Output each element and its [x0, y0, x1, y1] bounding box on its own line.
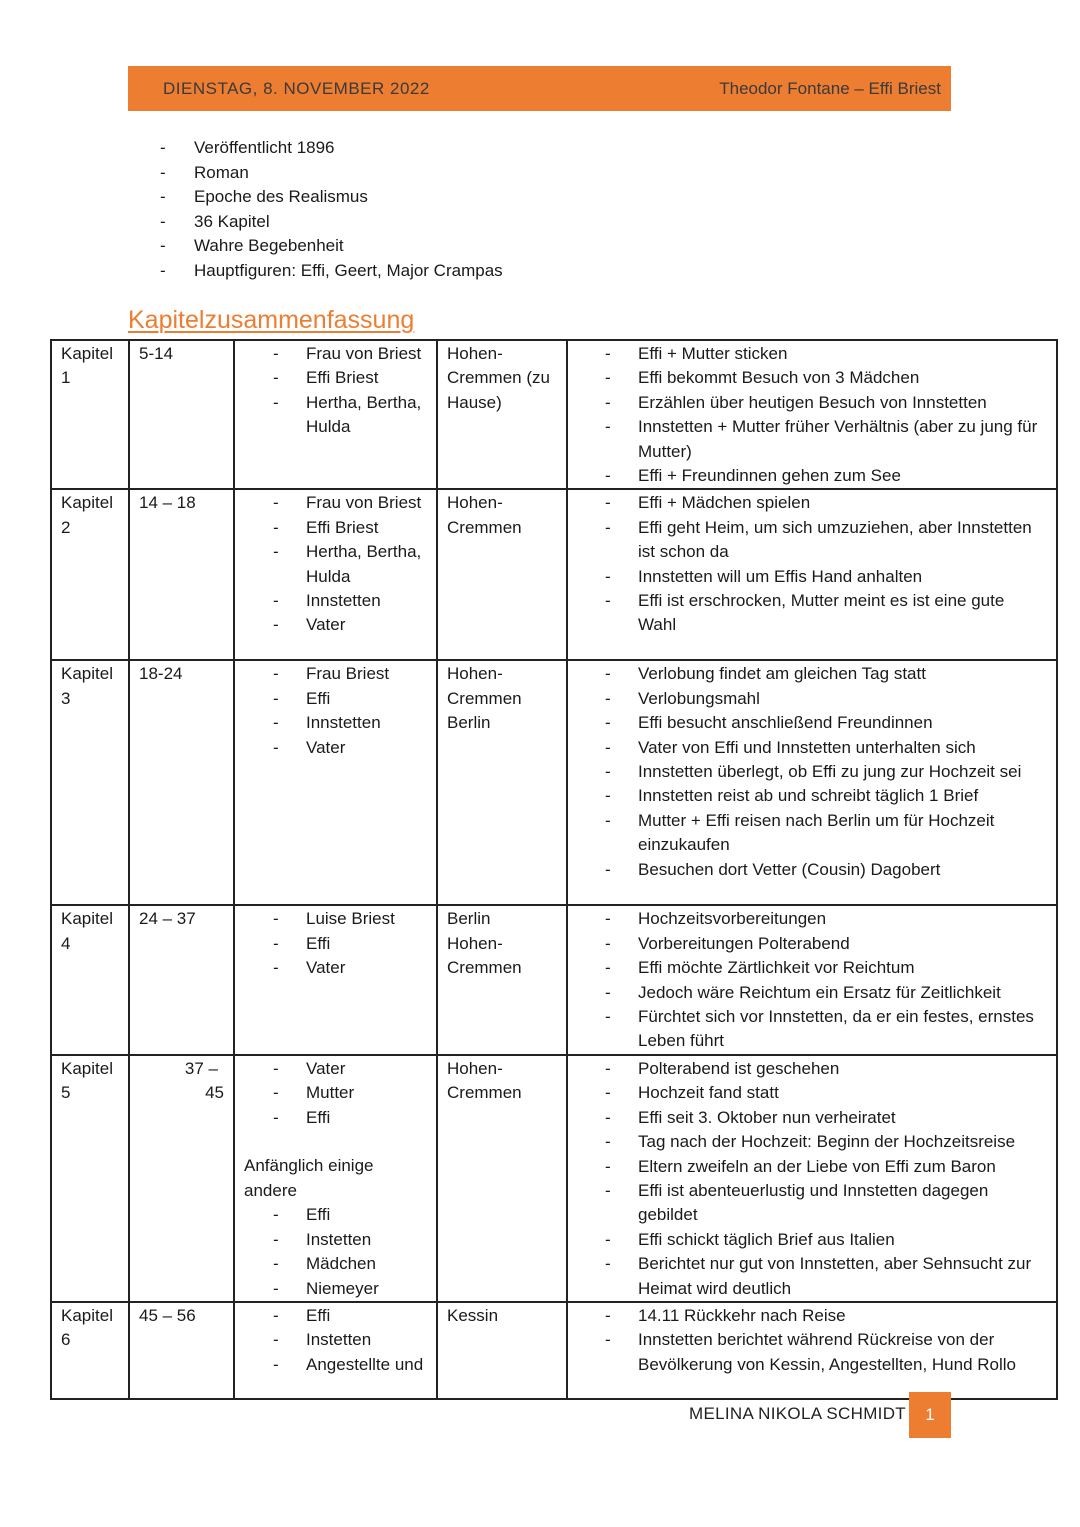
bullet-dash: - — [273, 1107, 279, 1127]
chapter-cell — [51, 1302, 129, 1399]
character-extra-text: Mädchen — [306, 1254, 376, 1274]
event-text: Hochzeit fand statt — [638, 1083, 779, 1103]
character-text: Angestellte und — [306, 1354, 424, 1374]
fact-item — [160, 210, 503, 235]
event-text: Innstetten + Mutter früher Verhältnis (aber zu jung für Mutter) — [638, 417, 1038, 461]
event-text: Berichtet nur gut von Innstetten, aber Sehnsucht zur Heimat wird deutlich — [638, 1254, 1032, 1298]
character-text: Effi — [306, 1305, 331, 1325]
character-text: Hertha, Bertha, Hulda — [306, 392, 422, 437]
bullet-dash: - — [273, 1229, 279, 1249]
pages-range: 5-14 — [139, 344, 174, 363]
bullet-dash: - — [273, 591, 279, 611]
event-item — [605, 1328, 1047, 1377]
footer-author: MELINA NIKOLA SCHMIDT — [689, 1404, 906, 1423]
bullet-dash: - — [273, 1354, 279, 1374]
pages-cell — [129, 340, 234, 489]
character-item — [273, 662, 427, 686]
event-item — [605, 956, 1047, 980]
character-text: Frau von Briest — [306, 493, 422, 513]
header-title: Theodor Fontane – Effi Briest — [719, 78, 941, 98]
event-item — [605, 858, 1047, 882]
bullet-dash: - — [273, 713, 279, 733]
bullet-dash: - — [273, 909, 279, 929]
event-item — [605, 1081, 1047, 1105]
chapter-row — [51, 1302, 1057, 1399]
bullet-dash: - — [273, 1058, 279, 1078]
characters-cell — [234, 660, 437, 905]
bullet-dash: - — [273, 493, 279, 513]
place-cell — [437, 905, 567, 1054]
bullet-dash: - — [273, 1254, 279, 1274]
character-item — [273, 932, 427, 956]
chapter-cell — [51, 340, 129, 489]
bullet-dash: - — [605, 466, 611, 486]
place-cell — [437, 1302, 567, 1399]
event-text: Verlobungsmahl — [638, 688, 760, 708]
fact-text: Hauptfiguren: Effi, Geert, Major Crampas — [194, 260, 503, 280]
character-item — [273, 956, 427, 980]
characters-cell — [234, 1302, 437, 1399]
chapter-label: Kapitel — [61, 344, 113, 363]
event-item — [605, 1252, 1047, 1301]
event-item — [605, 491, 1047, 515]
chapter-label: 5 — [61, 1083, 71, 1103]
fact-item — [160, 161, 503, 186]
chapter-label: Kapitel — [61, 493, 113, 513]
section-title: Kapitelzusammenfassung — [128, 306, 415, 334]
character-text: Vater — [306, 1058, 346, 1078]
event-item — [605, 589, 1047, 638]
event-item — [605, 1179, 1047, 1228]
bullet-dash: - — [605, 1254, 611, 1274]
character-text: Innstetten — [306, 713, 381, 733]
pages-cell — [129, 1055, 234, 1302]
event-text: Innstetten überlegt, ob Effi zu jung zur Hochzeit sei — [638, 762, 1022, 782]
character-item — [273, 516, 427, 540]
bullet-dash: - — [273, 517, 279, 537]
character-extra-list — [273, 1203, 427, 1301]
event-item — [605, 516, 1047, 565]
place-text: Berlin — [447, 713, 491, 733]
chapter-row — [51, 1055, 1057, 1302]
character-text: Mutter — [306, 1083, 355, 1103]
bullet-dash: - — [273, 737, 279, 757]
event-list — [605, 1304, 1047, 1377]
character-item — [273, 1057, 427, 1081]
bullet-dash: - — [273, 958, 279, 978]
character-item — [273, 736, 427, 760]
place-text: Hohen-Cremmen — [447, 933, 522, 978]
event-item — [605, 1304, 1047, 1328]
bullet-dash: - — [605, 664, 611, 684]
bullet-dash: - — [160, 187, 166, 206]
event-text: Tag nach der Hochzeit: Beginn der Hochzeitsreise — [638, 1132, 1016, 1152]
character-text: Effi — [306, 688, 331, 708]
event-text: Eltern zweifeln an der Liebe von Effi zum Baron — [638, 1156, 996, 1176]
bullet-dash: - — [605, 762, 611, 782]
event-text: Effi schickt täglich Brief aus Italien — [638, 1229, 895, 1249]
event-item — [605, 391, 1047, 415]
character-item — [273, 1328, 427, 1352]
characters-extra-label: Anfänglich einige andere — [244, 1156, 374, 1200]
fact-text: Roman — [194, 162, 249, 182]
chapter-label: Kapitel — [61, 909, 113, 929]
chapter-cell — [51, 905, 129, 1054]
chapter-row — [51, 340, 1057, 489]
place-text: Hohen-Cremmen — [447, 493, 522, 537]
fact-text: Epoche des Realismus — [194, 187, 368, 206]
bullet-dash: - — [160, 138, 166, 157]
events-cell — [567, 905, 1057, 1054]
event-text: Effi geht Heim, um sich umzuziehen, aber Innstetten ist schon da — [638, 517, 1032, 562]
event-text: Effi + Mutter sticken — [638, 344, 788, 363]
character-list — [273, 907, 427, 980]
bullet-dash: - — [605, 1083, 611, 1103]
event-text: Jedoch wäre Reichtum ein Ersatz für Zeitlichkeit — [638, 982, 1001, 1002]
place-cell — [437, 660, 567, 905]
chapter-label: 2 — [61, 517, 71, 537]
character-extra-item — [273, 1252, 427, 1276]
character-item — [273, 491, 427, 515]
bullet-dash: - — [273, 1330, 279, 1350]
event-text: Innstetten will um Effis Hand anhalten — [638, 566, 923, 586]
event-text: Besuchen dort Vetter (Cousin) Dagobert — [638, 859, 941, 879]
place-text: Kessin — [447, 1305, 499, 1325]
bullet-dash: - — [160, 260, 166, 280]
event-item — [605, 687, 1047, 711]
pages-cell — [129, 489, 234, 660]
event-item — [605, 711, 1047, 735]
pages-range: 14 – 18 — [139, 493, 196, 513]
character-text: Innstetten — [306, 591, 381, 611]
character-text: Luise Briest — [306, 909, 395, 929]
fact-text: 36 Kapitel — [194, 211, 270, 231]
character-item — [273, 687, 427, 711]
bullet-dash: - — [605, 1156, 611, 1176]
bullet-dash: - — [273, 368, 279, 388]
event-text: Effi möchte Zärtlichkeit vor Reichtum — [638, 958, 915, 978]
event-text: Effi bekommt Besuch von 3 Mädchen — [638, 368, 920, 388]
chapter-cell — [51, 489, 129, 660]
event-item — [605, 1057, 1047, 1081]
character-text: Hertha, Bertha, Hulda — [306, 542, 422, 586]
character-text: Effi — [306, 1107, 331, 1127]
character-item — [273, 589, 427, 613]
character-text: Vater — [306, 737, 346, 757]
place-text: Hohen-Cremmen (zu Hause) — [447, 344, 550, 412]
event-item — [605, 784, 1047, 808]
bullet-dash: - — [605, 368, 611, 388]
bullet-dash: - — [605, 1107, 611, 1127]
chapter-cell — [51, 660, 129, 905]
event-item — [605, 1155, 1047, 1179]
characters-cell — [234, 1055, 437, 1302]
events-cell — [567, 340, 1057, 489]
page-header — [128, 66, 951, 111]
fact-text: Veröffentlicht 1896 — [194, 138, 335, 157]
event-item — [605, 1106, 1047, 1130]
events-cell — [567, 1055, 1057, 1302]
bullet-dash: - — [273, 542, 279, 562]
bullet-dash: - — [605, 1058, 611, 1078]
event-text: Effi ist abenteuerlustig und Innstetten dagegen gebildet — [638, 1180, 989, 1225]
chapter-row — [51, 489, 1057, 660]
bullet-dash: - — [605, 859, 611, 879]
bullet-dash: - — [273, 1278, 279, 1298]
character-item — [273, 1081, 427, 1105]
chapter-label: 4 — [61, 933, 71, 953]
bullet-dash: - — [605, 786, 611, 806]
facts-list — [160, 136, 503, 283]
character-text: Frau Briest — [306, 664, 390, 684]
place-cell — [437, 340, 567, 489]
bullet-dash: - — [605, 1229, 611, 1249]
character-item — [273, 342, 427, 366]
chapter-label: 1 — [61, 368, 71, 388]
character-list — [273, 1304, 427, 1377]
events-cell — [567, 489, 1057, 660]
bullet-dash: - — [605, 1007, 611, 1027]
fact-text: Wahre Begebenheit — [194, 236, 344, 255]
character-item — [273, 907, 427, 931]
place-cell — [437, 1055, 567, 1302]
chapter-label: 6 — [61, 1330, 71, 1350]
place-cell — [437, 489, 567, 660]
event-item — [605, 366, 1047, 390]
character-text: Effi — [306, 933, 331, 953]
pages-cell — [129, 905, 234, 1054]
pages-range: 45 – 56 — [139, 1305, 196, 1325]
event-item — [605, 464, 1047, 488]
bullet-dash: - — [605, 591, 611, 611]
event-text: Innstetten berichtet während Rückreise von der Bevölkerung von Kessin, Angestellten, Hund Rollo — [638, 1330, 1017, 1374]
event-item — [605, 932, 1047, 956]
character-list — [273, 662, 427, 760]
bullet-dash: - — [160, 236, 166, 255]
character-item — [273, 391, 427, 440]
chapter-label: Kapitel — [61, 1305, 113, 1325]
character-extra-item — [273, 1228, 427, 1252]
bullet-dash: - — [273, 615, 279, 635]
pages-range: 18-24 — [139, 664, 183, 684]
bullet-dash: - — [160, 211, 166, 231]
pages-range: 24 – 37 — [139, 909, 196, 929]
bullet-dash: - — [160, 162, 166, 182]
character-extra-text: Instetten — [306, 1229, 372, 1249]
character-text: Instetten — [306, 1330, 372, 1350]
event-item — [605, 565, 1047, 589]
character-item — [273, 613, 427, 637]
event-text: Erzählen über heutigen Besuch von Innstetten — [638, 392, 987, 412]
events-cell — [567, 1302, 1057, 1399]
fact-item — [160, 136, 503, 161]
bullet-dash: - — [273, 1083, 279, 1103]
character-list — [273, 1057, 427, 1130]
bullet-dash: - — [273, 688, 279, 708]
place-text: Berlin — [447, 909, 491, 929]
event-text: 14.11 Rückkehr nach Reise — [638, 1305, 846, 1325]
fact-item — [160, 259, 503, 284]
bullet-dash: - — [605, 713, 611, 733]
pages-range-end: 45 — [205, 1083, 224, 1103]
character-item — [273, 1106, 427, 1130]
character-item — [273, 366, 427, 390]
characters-cell — [234, 905, 437, 1054]
event-item — [605, 907, 1047, 931]
fact-item — [160, 234, 503, 259]
bullet-dash: - — [273, 933, 279, 953]
event-item — [605, 415, 1047, 464]
bullet-dash: - — [605, 392, 611, 412]
chapter-label: Kapitel — [61, 1058, 113, 1078]
event-item — [605, 342, 1047, 366]
event-text: Effi seit 3. Oktober nun verheiratet — [638, 1107, 896, 1127]
pages-range-start: 37 – — [184, 1058, 218, 1078]
event-item — [605, 662, 1047, 686]
chapter-cell — [51, 1055, 129, 1302]
spacer — [273, 1130, 427, 1154]
character-extra-item — [273, 1277, 427, 1301]
bullet-dash: - — [605, 1132, 611, 1152]
character-extra-text: Niemeyer — [306, 1278, 379, 1298]
bullet-dash: - — [605, 810, 611, 830]
event-text: Innstetten reist ab und schreibt täglich 1 Brief — [638, 786, 979, 806]
event-text: Fürchtet sich vor Innstetten, da er ein festes, ernstes Leben führt — [638, 1007, 1034, 1051]
character-item — [273, 540, 427, 589]
bullet-dash: - — [605, 982, 611, 1002]
character-text: Effi Briest — [306, 368, 379, 388]
event-list — [605, 342, 1047, 488]
chapter-summary-table — [50, 339, 1058, 1400]
place-text: Hohen-Cremmen — [447, 664, 522, 708]
event-text: Polterabend ist geschehen — [638, 1058, 840, 1078]
event-item — [605, 736, 1047, 760]
event-text: Hochzeitsvorbereitungen — [638, 909, 827, 929]
character-extra-text: Effi — [306, 1205, 331, 1225]
character-extra-item — [273, 1203, 427, 1227]
event-text: Effi besucht anschließend Freundinnen — [638, 713, 933, 733]
chapter-label: 3 — [61, 688, 71, 708]
character-item — [273, 711, 427, 735]
characters-cell — [234, 340, 437, 489]
bullet-dash: - — [605, 737, 611, 757]
event-item — [605, 1228, 1047, 1252]
bullet-dash: - — [605, 517, 611, 537]
character-text: Vater — [306, 615, 346, 635]
character-item — [273, 1353, 427, 1377]
event-text: Effi ist erschrocken, Mutter meint es ist eine gute Wahl — [638, 591, 1005, 635]
chapter-row — [51, 660, 1057, 905]
bullet-dash: - — [605, 344, 611, 363]
event-text: Vorbereitungen Polterabend — [638, 933, 850, 953]
chapter-table-body — [51, 340, 1057, 1399]
event-list — [605, 1057, 1047, 1301]
event-text: Mutter + Effi reisen nach Berlin um für Hochzeit einzukaufen — [638, 810, 995, 855]
character-list — [273, 491, 427, 637]
character-list — [273, 342, 427, 440]
events-cell — [567, 660, 1057, 905]
bullet-dash: - — [605, 1180, 611, 1200]
bullet-dash: - — [273, 664, 279, 684]
event-text: Verlobung findet am gleichen Tag statt — [638, 664, 926, 684]
event-list — [605, 907, 1047, 1053]
place-text: Hohen-Cremmen — [447, 1058, 522, 1103]
characters-cell — [234, 489, 437, 660]
character-item — [273, 1304, 427, 1328]
character-text: Effi Briest — [306, 517, 379, 537]
event-item — [605, 1130, 1047, 1154]
pages-cell — [129, 1302, 234, 1399]
chapter-row — [51, 905, 1057, 1054]
bullet-dash: - — [605, 417, 611, 437]
event-text: Effi + Freundinnen gehen zum See — [638, 466, 901, 486]
bullet-dash: - — [273, 1305, 279, 1325]
event-item — [605, 1005, 1047, 1054]
bullet-dash: - — [605, 688, 611, 708]
bullet-dash: - — [605, 1330, 611, 1350]
event-list — [605, 662, 1047, 882]
bullet-dash: - — [605, 933, 611, 953]
bullet-dash: - — [605, 493, 611, 513]
fact-item — [160, 185, 503, 210]
bullet-dash: - — [605, 566, 611, 586]
bullet-dash: - — [273, 392, 279, 412]
chapter-label: Kapitel — [61, 664, 113, 684]
page-number: 1 — [909, 1392, 951, 1438]
bullet-dash: - — [605, 958, 611, 978]
event-text: Effi + Mädchen spielen — [638, 493, 811, 513]
bullet-dash: - — [273, 1205, 279, 1225]
event-item — [605, 809, 1047, 858]
event-text: Vater von Effi und Innstetten unterhalten sich — [638, 737, 976, 757]
character-text: Frau von Briest — [306, 344, 422, 363]
character-text: Vater — [306, 958, 346, 978]
bullet-dash: - — [273, 344, 279, 363]
pages-cell — [129, 660, 234, 905]
event-list — [605, 491, 1047, 637]
header-date: DIENSTAG, 8. NOVEMBER 2022 — [163, 78, 430, 98]
bullet-dash: - — [605, 1305, 611, 1325]
event-item — [605, 981, 1047, 1005]
bullet-dash: - — [605, 909, 611, 929]
event-item — [605, 760, 1047, 784]
